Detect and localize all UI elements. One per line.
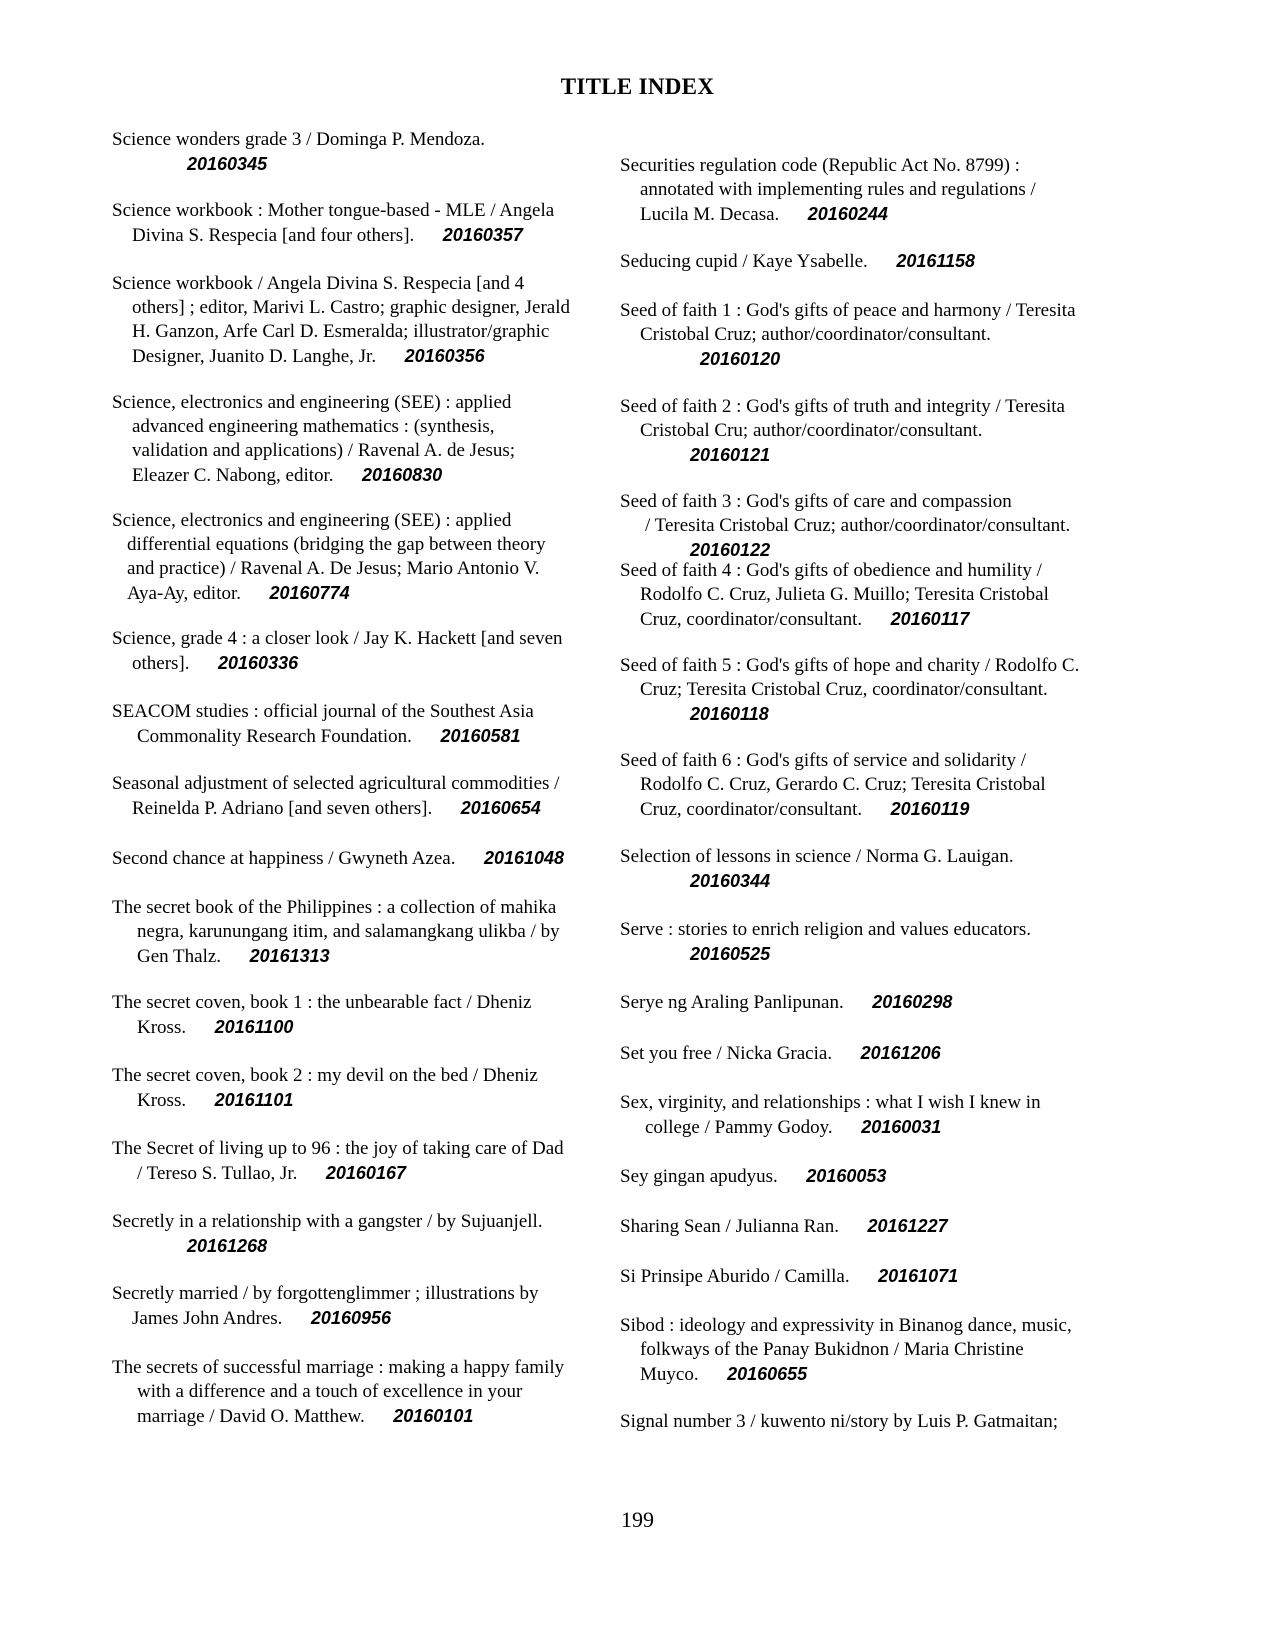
entry-text-line: Seed of faith 1 : God's gifts of peace and harmony / Teresita	[620, 300, 1076, 321]
entry-text-line: James John Andres.	[132, 1308, 283, 1329]
entry-text-line: Science workbook : Mother tongue-based - MLE / Angela	[112, 200, 555, 221]
entry-text-line: Cruz; Teresita Cristobal Cruz, coordinator/consultant.	[640, 679, 1048, 700]
entry-text-line: marriage / David O. Matthew.	[137, 1406, 365, 1427]
entry-text-line: SEACOM studies : official journal of the Southest Asia	[112, 701, 534, 722]
index-entry	[620, 1214, 1120, 1239]
entry-text-line: Muyco.	[640, 1364, 699, 1385]
index-entry	[620, 299, 1120, 372]
index-entry	[112, 1137, 602, 1186]
accession-number: 20160298	[872, 992, 953, 1012]
accession-number: 20160654	[460, 798, 541, 818]
index-entry	[620, 154, 1120, 227]
index-entry	[620, 395, 1120, 468]
entry-text-line: college / Pammy Godoy.	[645, 1117, 833, 1138]
entry-text-line: and practice) / Ravenal A. De Jesus; Mario Antonio V.	[127, 558, 540, 579]
entry-text-line: Si Prinsipe Aburido / Camilla.	[620, 1266, 850, 1287]
entry-text-line: Rodolfo C. Cruz, Julieta G. Muillo; Teresita Cristobal	[640, 584, 1049, 605]
accession-number: 20161268	[187, 1236, 268, 1256]
accession-number: 20161227	[867, 1216, 948, 1236]
entry-text-line: Sibod : ideology and expressivity in Binanog dance, music,	[620, 1315, 1072, 1336]
accession-number: 20160774	[269, 583, 350, 603]
accession-number: 20160101	[393, 1406, 474, 1426]
index-entry	[620, 1091, 1120, 1140]
accession-number: 20160956	[310, 1308, 391, 1328]
entry-text-line: Securities regulation code (Republic Act No. 8799) :	[620, 155, 1020, 176]
entry-text-line: Sex, virginity, and relationships : what I wish I knew in	[620, 1092, 1041, 1113]
index-entry	[620, 654, 1120, 727]
entry-text-line: Seasonal adjustment of selected agricultural commodities /	[112, 773, 560, 794]
accession-number: 20160031	[861, 1117, 942, 1137]
accession-number: 20160655	[727, 1364, 808, 1384]
index-entry	[620, 1264, 1120, 1289]
accession-number: 20160830	[362, 465, 443, 485]
index-entry	[112, 509, 602, 606]
index-entry	[620, 249, 1120, 274]
entry-text-line: Serye ng Araling Panlipunan.	[620, 992, 844, 1013]
entry-text-line: advanced engineering mathematics : (synthesis,	[132, 416, 495, 437]
accession-number: 20161101	[214, 1090, 294, 1110]
entry-text-line: / Tereso S. Tullao, Jr.	[137, 1163, 298, 1184]
accession-number: 20160053	[806, 1166, 887, 1186]
entry-text-line: / Teresita Cristobal Cruz; author/coordinator/consultant.	[645, 515, 1071, 536]
index-entry	[112, 1210, 602, 1259]
entry-text-line: Seed of faith 5 : God's gifts of hope and charity / Rodolfo C.	[620, 655, 1080, 676]
entry-text-line: H. Ganzon, Arfe Carl D. Esmeralda; illustrator/graphic	[132, 321, 550, 342]
entry-text-line: Cruz, coordinator/consultant.	[640, 799, 863, 820]
entry-text-line: others].	[132, 653, 190, 674]
entry-text-line: Seed of faith 6 : God's gifts of service and solidarity /	[620, 750, 1027, 771]
accession-number: 20160118	[690, 704, 769, 724]
entry-text-line: Serve : stories to enrich religion and values educators.	[620, 919, 1032, 940]
entry-text-line: The Secret of living up to 96 : the joy of taking care of Dad	[112, 1138, 564, 1159]
accession-number: 20161071	[878, 1266, 959, 1286]
accession-number: 20161313	[249, 946, 330, 966]
index-entry	[620, 559, 1120, 632]
accession-number: 20160344	[690, 871, 771, 891]
index-entry	[112, 700, 602, 749]
index-entry	[112, 1064, 602, 1113]
entry-text-line: Seed of faith 4 : God's gifts of obedience and humility /	[620, 560, 1042, 581]
entry-text-line: Divina S. Respecia [and four others].	[132, 225, 415, 246]
accession-number: 20160122	[690, 540, 771, 560]
index-entry	[112, 991, 602, 1040]
entry-text-line: The secrets of successful marriage : making a happy family	[112, 1357, 565, 1378]
accession-number: 20160119	[890, 799, 970, 819]
entry-text-line: Science, grade 4 : a closer look / Jay K. Hackett [and seven	[112, 628, 563, 649]
entry-text-line: Designer, Juanito D. Langhe, Jr.	[132, 346, 377, 367]
entry-text-line: Science wonders grade 3 / Dominga P. Mendoza.	[112, 129, 486, 150]
entry-text-line: Cristobal Cru; author/coordinator/consultant.	[640, 420, 983, 441]
entry-text-line: Science, electronics and engineering (SEE) : applied	[112, 392, 512, 413]
accession-number: 20160244	[807, 204, 888, 224]
accession-number: 20160345	[187, 154, 268, 174]
index-entry	[620, 1314, 1120, 1387]
entry-text-line: Seducing cupid / Kaye Ysabelle.	[620, 251, 868, 272]
index-entry	[620, 490, 1120, 563]
accession-number: 20160120	[700, 349, 781, 369]
index-entry	[112, 1282, 602, 1331]
entry-text-line: validation and applications) / Ravenal A. de Jesus;	[132, 440, 516, 461]
entry-text-line: Eleazer C. Nabong, editor.	[132, 465, 334, 486]
entry-text-line: Aya-Ay, editor.	[127, 583, 241, 604]
index-entry	[620, 1041, 1120, 1066]
index-entry	[112, 627, 602, 676]
index-entry	[112, 772, 602, 821]
entry-text-line: negra, karunungang itim, and salamangkang ulikba / by	[137, 921, 560, 942]
entry-text-line: Cruz, coordinator/consultant.	[640, 609, 863, 630]
entry-text-line: Seed of faith 3 : God's gifts of care and compassion	[620, 491, 1012, 512]
index-entry	[112, 846, 602, 871]
entry-text-line: The secret coven, book 2 : my devil on the bed / Dheniz	[112, 1065, 538, 1086]
accession-number: 20161206	[860, 1043, 941, 1063]
index-entry	[112, 199, 602, 248]
index-entry	[620, 918, 1120, 967]
index-entry	[112, 1356, 602, 1429]
accession-number: 20160117	[890, 609, 970, 629]
entry-text-line: Cristobal Cruz; author/coordinator/consultant.	[640, 324, 991, 345]
index-entry	[620, 845, 1120, 894]
entry-text-line: with a difference and a touch of excellence in your	[137, 1381, 523, 1402]
entry-text-line: others] ; editor, Marivi L. Castro; graphic designer, Jerald	[132, 297, 570, 318]
entry-text-line: Second chance at happiness / Gwyneth Azea.	[112, 848, 456, 869]
entry-text-line: Lucila M. Decasa.	[640, 204, 780, 225]
index-entry	[112, 272, 602, 369]
index-entry	[620, 1410, 1120, 1434]
entry-text-line: Secretly married / by forgottenglimmer ; illustrations by	[112, 1283, 539, 1304]
entry-text-line: Selection of lessons in science / Norma G. Lauigan.	[620, 846, 1014, 867]
index-entry	[620, 990, 1120, 1015]
index-entry	[620, 749, 1120, 822]
entry-text-line: differential equations (bridging the gap between theory	[127, 534, 546, 555]
page-title: TITLE INDEX	[560, 74, 715, 99]
entry-text-line: Gen Thalz.	[137, 946, 222, 967]
index-entry	[112, 896, 602, 969]
accession-number: 20160356	[404, 346, 485, 366]
accession-number: 20160121	[690, 445, 771, 465]
index-entry	[112, 128, 602, 177]
entry-text-line: The secret coven, book 1 : the unbearable fact / Dheniz	[112, 992, 532, 1013]
entry-text-line: folkways of the Panay Bukidnon / Maria Christine	[640, 1339, 1024, 1360]
accession-number: 20160167	[325, 1163, 406, 1183]
entry-text-line: Sey gingan apudyus.	[620, 1166, 778, 1187]
index-entry	[620, 1164, 1120, 1189]
entry-text-line: annotated with implementing rules and regulations /	[640, 179, 1036, 200]
entry-text-line: Secretly in a relationship with a gangster / by Sujuanjell.	[112, 1211, 543, 1232]
accession-number: 20161158	[896, 251, 976, 271]
entry-text-line: The secret book of the Philippines : a collection of mahika	[112, 897, 557, 918]
accession-number: 20160581	[440, 726, 521, 746]
entry-text-line: Science workbook / Angela Divina S. Respecia [and 4	[112, 273, 525, 294]
accession-number: 20161048	[483, 848, 565, 868]
entry-text-line: Signal number 3 / kuwento ni/story by Luis P. Gatmaitan;	[620, 1411, 1059, 1432]
accession-number: 20161100	[214, 1017, 294, 1037]
entry-text-line: Kross.	[137, 1090, 187, 1111]
accession-number: 20160336	[218, 653, 299, 673]
accession-number: 20160525	[690, 944, 771, 964]
accession-number: 20160357	[442, 225, 523, 245]
entry-text-line: Seed of faith 2 : God's gifts of truth and integrity / Teresita	[620, 396, 1065, 417]
entry-text-line: Rodolfo C. Cruz, Gerardo C. Cruz; Teresita Cristobal	[640, 774, 1046, 795]
entry-text-line: Kross.	[137, 1017, 187, 1038]
entry-text-line: Commonality Research Foundation.	[137, 726, 412, 747]
entry-text-line: Sharing Sean / Julianna Ran.	[620, 1216, 839, 1237]
page-number: 199	[621, 1507, 654, 1532]
index-entry	[112, 391, 602, 488]
entry-text-line: Reinelda P. Adriano [and seven others].	[132, 798, 433, 819]
entry-text-line: Set you free / Nicka Gracia.	[620, 1043, 833, 1064]
entry-text-line: Science, electronics and engineering (SEE) : applied	[112, 510, 512, 531]
